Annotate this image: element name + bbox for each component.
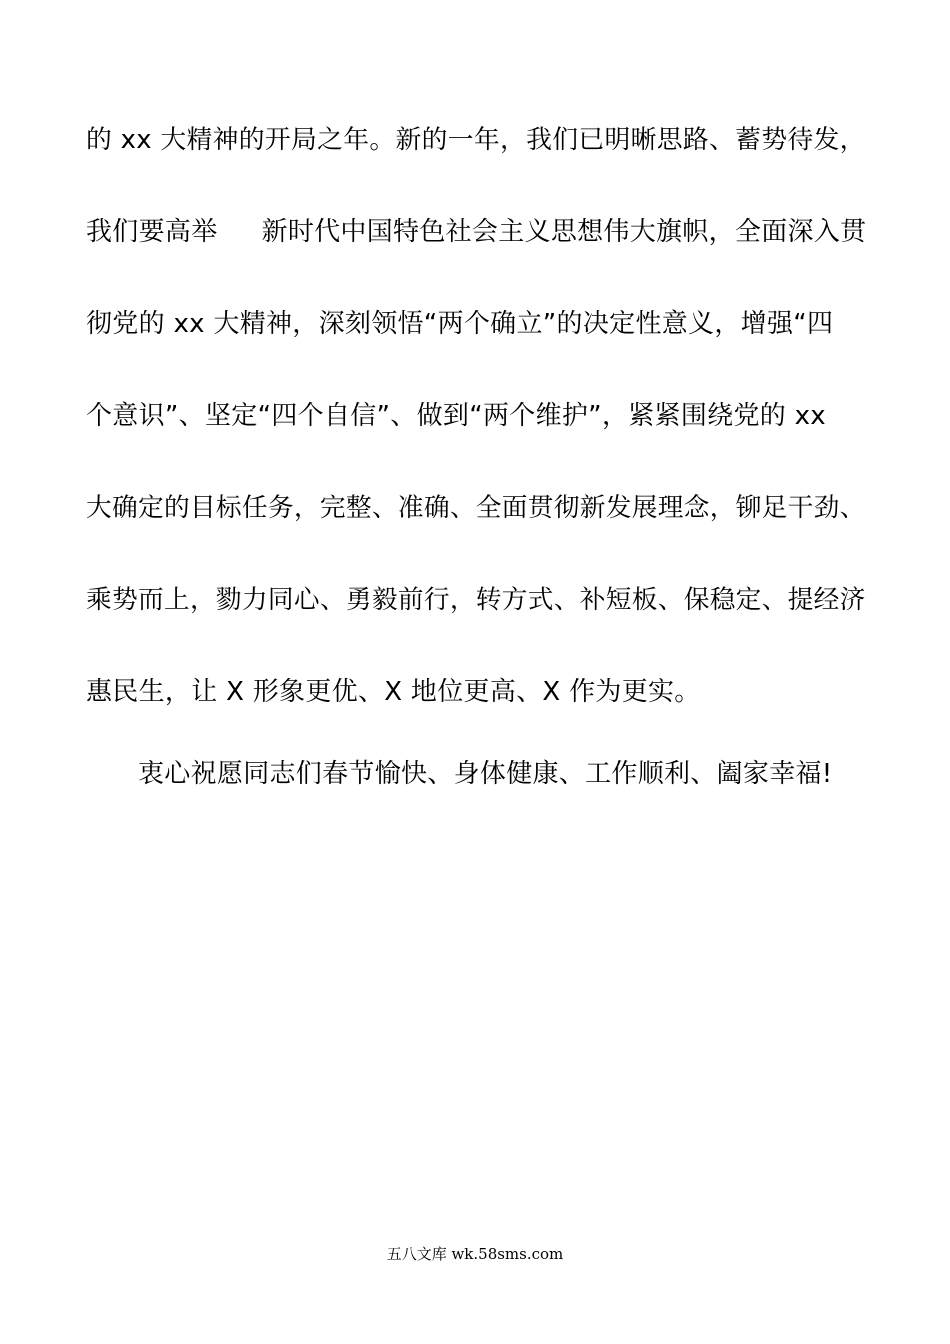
body-line-2 bbox=[86, 214, 866, 250]
body-line-3: 彻党的 xx 大精神，深刻领悟“两个确立”的决定性意义，增强“四 bbox=[86, 309, 834, 339]
body-line-4: 个意识”、坚定“四个自信”、做到“两个维护”，紧紧围绕党的 xx bbox=[86, 401, 826, 431]
body-line-7: 惠民生，让 X 形象更优、X 地位更高、X 作为更实。 bbox=[86, 677, 701, 707]
body-line-5: 大确定的目标任务，完整、准确、全面贯彻新发展理念，铆足干劲、 bbox=[86, 493, 866, 523]
closing-greeting: 衷心祝愿同志们春节愉快、身体健康、工作顺利、阖家幸福! bbox=[138, 759, 833, 789]
body-line-1: 的 xx 大精神的开局之年。新的一年，我们已明晰思路、蓄势待发， bbox=[86, 125, 866, 155]
body-line-2-end: 新时代中国特色社会主义思想伟大旗帜，全面深入贯 bbox=[261, 217, 867, 247]
footer-watermark: 五八文库 wk.58sms.com bbox=[386, 1245, 564, 1263]
body-line-2-start: 我们要高举 bbox=[86, 217, 218, 247]
body-line-6: 乘势而上，勠力同心、勇毅前行，转方式、补短板、保稳定、提经济 bbox=[86, 585, 866, 615]
